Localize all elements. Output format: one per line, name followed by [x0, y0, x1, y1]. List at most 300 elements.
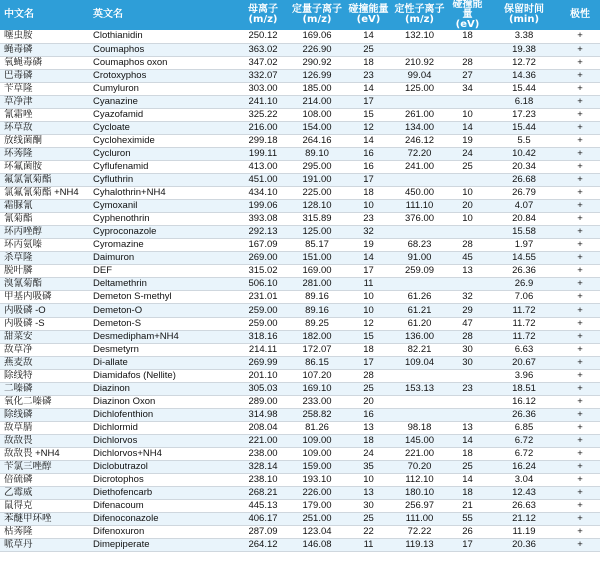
precursor-ion-cell: 259.00	[237, 304, 289, 317]
english-name-cell: Cyproconazole	[89, 226, 237, 239]
polarity-cell: +	[560, 539, 600, 552]
polarity-cell: +	[560, 369, 600, 382]
collision-energy-1-cell: 30	[345, 500, 392, 513]
english-name-cell: Dichlorvos+NH4	[89, 448, 237, 461]
collision-energy-1-cell: 28	[345, 369, 392, 382]
polarity-cell: +	[560, 408, 600, 421]
retention-time-cell: 21.12	[488, 513, 560, 526]
table-row	[0, 226, 600, 239]
collision-energy-2-cell: 32	[447, 291, 488, 304]
header-polarity: 极性	[570, 9, 590, 20]
collision-energy-2-cell: 14	[447, 474, 488, 487]
retention-time-cell: 19.38	[488, 43, 560, 56]
quant-ion-cell: 182.00	[289, 330, 345, 343]
retention-time-cell: 20.84	[488, 213, 560, 226]
precursor-ion-cell: 347.02	[237, 56, 289, 69]
quant-ion-cell: 251.00	[289, 513, 345, 526]
header-row	[0, 0, 600, 30]
header-quant-ion: 定量子离子 (m/z)	[292, 4, 342, 25]
chinese-name-cell: 倍硫磷	[0, 474, 89, 487]
english-name-cell: Demeton-O	[89, 304, 237, 317]
table-row	[0, 474, 600, 487]
polarity-cell: +	[560, 526, 600, 539]
qual-ion-cell: 91.00	[392, 252, 447, 265]
collision-energy-2-cell: 24	[447, 147, 488, 160]
precursor-ion-cell: 451.00	[237, 174, 289, 187]
polarity-cell: +	[560, 448, 600, 461]
table-row	[0, 356, 600, 369]
precursor-ion-cell: 269.00	[237, 252, 289, 265]
quant-ion-cell: 123.04	[289, 526, 345, 539]
retention-time-cell: 20.34	[488, 160, 560, 173]
chinese-name-cell: 放线菌酮	[0, 134, 89, 147]
qual-ion-cell: 136.00	[392, 330, 447, 343]
precursor-ion-cell: 167.09	[237, 239, 289, 252]
polarity-cell: +	[560, 330, 600, 343]
table-row	[0, 461, 600, 474]
collision-energy-2-cell: 14	[447, 434, 488, 447]
english-name-cell: Dimepiperate	[89, 539, 237, 552]
polarity-cell: +	[560, 421, 600, 434]
qual-ion-cell	[392, 369, 447, 382]
polarity-cell: +	[560, 434, 600, 447]
qual-ion-cell: 450.00	[392, 187, 447, 200]
chinese-name-cell: 二嗪磷	[0, 382, 89, 395]
qual-ion-cell: 256.97	[392, 500, 447, 513]
qual-ion-cell: 98.18	[392, 421, 447, 434]
collision-energy-1-cell: 32	[345, 226, 392, 239]
table-row	[0, 252, 600, 265]
quant-ion-cell: 151.00	[289, 252, 345, 265]
collision-energy-2-cell: 45	[447, 252, 488, 265]
retention-time-cell: 15.44	[488, 82, 560, 95]
precursor-ion-cell: 231.01	[237, 291, 289, 304]
collision-energy-2-cell: 13	[447, 421, 488, 434]
chinese-name-cell: 环草敌	[0, 121, 89, 134]
collision-energy-1-cell: 18	[345, 56, 392, 69]
english-name-cell: Cycluron	[89, 147, 237, 160]
precursor-ion-cell: 406.17	[237, 513, 289, 526]
precursor-ion-cell: 315.02	[237, 265, 289, 278]
collision-energy-2-cell	[447, 408, 488, 421]
english-name-cell: Desmedipham+NH4	[89, 330, 237, 343]
qual-ion-cell: 153.13	[392, 382, 447, 395]
quant-ion-cell: 128.10	[289, 200, 345, 213]
collision-energy-1-cell: 17	[345, 356, 392, 369]
qual-ion-cell: 259.09	[392, 265, 447, 278]
polarity-cell: +	[560, 382, 600, 395]
precursor-ion-cell: 318.16	[237, 330, 289, 343]
table-row	[0, 121, 600, 134]
quant-ion-cell: 214.00	[289, 95, 345, 108]
qual-ion-cell: 99.04	[392, 69, 447, 82]
chinese-name-cell: 氰菊酯	[0, 213, 89, 226]
qual-ion-cell: 112.10	[392, 474, 447, 487]
header-collision-energy-1: 碰撞能量 (eV)	[348, 4, 389, 25]
qual-ion-cell	[392, 43, 447, 56]
collision-energy-1-cell: 14	[345, 30, 392, 43]
chinese-name-cell: 杀草隆	[0, 252, 89, 265]
table-row	[0, 513, 600, 526]
polarity-cell: +	[560, 474, 600, 487]
collision-energy-1-cell: 17	[345, 265, 392, 278]
quant-ion-cell: 81.26	[289, 421, 345, 434]
quant-ion-cell: 89.10	[289, 147, 345, 160]
quant-ion-cell: 264.16	[289, 134, 345, 147]
polarity-cell: +	[560, 500, 600, 513]
polarity-cell: +	[560, 56, 600, 69]
retention-time-cell: 7.06	[488, 291, 560, 304]
retention-time-cell: 26.63	[488, 500, 560, 513]
collision-energy-1-cell: 12	[345, 317, 392, 330]
table-row	[0, 265, 600, 278]
quant-ion-cell: 258.82	[289, 408, 345, 421]
qual-ion-cell: 221.00	[392, 448, 447, 461]
quant-ion-cell: 290.92	[289, 56, 345, 69]
quant-ion-cell: 172.07	[289, 343, 345, 356]
quant-ion-cell: 193.10	[289, 474, 345, 487]
collision-energy-2-cell	[447, 174, 488, 187]
collision-energy-1-cell: 20	[345, 395, 392, 408]
table-row	[0, 147, 600, 160]
collision-energy-1-cell: 10	[345, 474, 392, 487]
collision-energy-2-cell: 29	[447, 304, 488, 317]
precursor-ion-cell: 445.13	[237, 500, 289, 513]
collision-energy-2-cell	[447, 278, 488, 291]
retention-time-cell: 14.55	[488, 252, 560, 265]
english-name-cell: Diethofencarb	[89, 487, 237, 500]
qual-ion-cell: 119.13	[392, 539, 447, 552]
quant-ion-cell: 109.00	[289, 434, 345, 447]
qual-ion-cell: 125.00	[392, 82, 447, 95]
retention-time-cell: 26.79	[488, 187, 560, 200]
chinese-name-cell: 乙霉威	[0, 487, 89, 500]
chinese-name-cell: 蝇毒磷	[0, 43, 89, 56]
table-row	[0, 539, 600, 552]
precursor-ion-cell: 208.04	[237, 421, 289, 434]
polarity-cell: +	[560, 226, 600, 239]
table-row	[0, 108, 600, 121]
collision-energy-1-cell: 17	[345, 174, 392, 187]
precursor-ion-cell: 434.10	[237, 187, 289, 200]
precursor-ion-cell: 292.13	[237, 226, 289, 239]
table-row	[0, 343, 600, 356]
quant-ion-cell: 85.17	[289, 239, 345, 252]
retention-time-cell: 11.72	[488, 330, 560, 343]
collision-energy-1-cell: 10	[345, 291, 392, 304]
quant-ion-cell: 109.00	[289, 448, 345, 461]
qual-ion-cell: 82.21	[392, 343, 447, 356]
chinese-name-cell: 霜脲氰	[0, 200, 89, 213]
chinese-name-cell: 内吸磷 -O	[0, 304, 89, 317]
table-row	[0, 278, 600, 291]
polarity-cell: +	[560, 147, 600, 160]
collision-energy-1-cell: 18	[345, 187, 392, 200]
english-name-cell: Demeton S-methyl	[89, 291, 237, 304]
collision-energy-2-cell	[447, 369, 488, 382]
header-chinese-name: 中文名	[4, 9, 34, 20]
english-name-cell: Diazinon	[89, 382, 237, 395]
english-name-cell: Desmetyrn	[89, 343, 237, 356]
collision-energy-2-cell: 26	[447, 526, 488, 539]
retention-time-cell: 1.97	[488, 239, 560, 252]
collision-energy-2-cell: 14	[447, 121, 488, 134]
collision-energy-1-cell: 13	[345, 421, 392, 434]
table-row	[0, 448, 600, 461]
collision-energy-2-cell: 34	[447, 82, 488, 95]
chinese-name-cell: 苄氯三唑醇	[0, 461, 89, 474]
qual-ion-cell	[392, 278, 447, 291]
quant-ion-cell: 169.06	[289, 30, 345, 43]
qual-ion-cell	[392, 174, 447, 187]
collision-energy-2-cell: 10	[447, 108, 488, 121]
table-row	[0, 304, 600, 317]
chinese-name-cell: 燕麦敌	[0, 356, 89, 369]
quant-ion-cell: 154.00	[289, 121, 345, 134]
quant-ion-cell: 107.20	[289, 369, 345, 382]
retention-time-cell: 20.67	[488, 356, 560, 369]
header-retention-time: 保留时间 (min)	[504, 4, 544, 25]
collision-energy-2-cell: 18	[447, 30, 488, 43]
collision-energy-2-cell	[447, 43, 488, 56]
retention-time-cell: 6.72	[488, 448, 560, 461]
collision-energy-2-cell: 18	[447, 448, 488, 461]
precursor-ion-cell: 199.06	[237, 200, 289, 213]
english-name-cell: Cyphenothrin	[89, 213, 237, 226]
precursor-ion-cell: 413.00	[237, 160, 289, 173]
qual-ion-cell: 68.23	[392, 239, 447, 252]
english-name-cell: Diclobutrazol	[89, 461, 237, 474]
polarity-cell: +	[560, 174, 600, 187]
collision-energy-1-cell: 23	[345, 213, 392, 226]
chinese-name-cell: 除线磷	[0, 408, 89, 421]
english-name-cell: Cyfluthrin	[89, 174, 237, 187]
polarity-cell: +	[560, 69, 600, 82]
polarity-cell: +	[560, 291, 600, 304]
header-precursor-ion: 母离子 (m/z)	[248, 4, 278, 25]
english-name-cell: Cycloate	[89, 121, 237, 134]
precursor-ion-cell: 289.00	[237, 395, 289, 408]
table-row	[0, 82, 600, 95]
polarity-cell: +	[560, 278, 600, 291]
english-name-cell: Difenoxuron	[89, 526, 237, 539]
precursor-ion-cell: 328.14	[237, 461, 289, 474]
quant-ion-cell: 86.15	[289, 356, 345, 369]
precursor-ion-cell: 259.00	[237, 317, 289, 330]
chinese-name-cell: 哌草丹	[0, 539, 89, 552]
retention-time-cell: 18.51	[488, 382, 560, 395]
retention-time-cell: 6.18	[488, 95, 560, 108]
polarity-cell: +	[560, 317, 600, 330]
retention-time-cell: 3.38	[488, 30, 560, 43]
qual-ion-cell: 70.20	[392, 461, 447, 474]
qual-ion-cell: 61.20	[392, 317, 447, 330]
table-row	[0, 187, 600, 200]
chinese-name-cell: 甲基内吸磷	[0, 291, 89, 304]
collision-energy-2-cell: 25	[447, 461, 488, 474]
english-name-cell: Diamidafos (Nellite)	[89, 369, 237, 382]
polarity-cell: +	[560, 200, 600, 213]
qual-ion-cell: 134.00	[392, 121, 447, 134]
collision-energy-2-cell: 28	[447, 239, 488, 252]
quant-ion-cell: 185.00	[289, 82, 345, 95]
chinese-name-cell: 氧化二嗪磷	[0, 395, 89, 408]
qual-ion-cell	[392, 395, 447, 408]
collision-energy-2-cell: 27	[447, 69, 488, 82]
retention-time-cell: 10.42	[488, 147, 560, 160]
retention-time-cell: 6.63	[488, 343, 560, 356]
polarity-cell: +	[560, 134, 600, 147]
english-name-cell: Daimuron	[89, 252, 237, 265]
polarity-cell: +	[560, 343, 600, 356]
chinese-name-cell: 巴毒磷	[0, 69, 89, 82]
polarity-cell: +	[560, 121, 600, 134]
chinese-name-cell: 敌敌畏	[0, 434, 89, 447]
precursor-ion-cell: 393.08	[237, 213, 289, 226]
precursor-ion-cell: 238.10	[237, 474, 289, 487]
collision-energy-2-cell: 20	[447, 200, 488, 213]
qual-ion-cell: 241.00	[392, 160, 447, 173]
collision-energy-1-cell: 13	[345, 487, 392, 500]
english-name-cell: Cumyluron	[89, 82, 237, 95]
table-row	[0, 43, 600, 56]
retention-time-cell: 4.07	[488, 200, 560, 213]
collision-energy-1-cell: 12	[345, 121, 392, 134]
precursor-ion-cell: 216.00	[237, 121, 289, 134]
collision-energy-1-cell: 18	[345, 434, 392, 447]
retention-time-cell: 26.36	[488, 408, 560, 421]
collision-energy-2-cell: 21	[447, 500, 488, 513]
qual-ion-cell: 111.10	[392, 200, 447, 213]
english-name-cell: Dicrotophos	[89, 474, 237, 487]
collision-energy-1-cell: 25	[345, 382, 392, 395]
retention-time-cell: 5.5	[488, 134, 560, 147]
collision-energy-1-cell: 15	[345, 108, 392, 121]
precursor-ion-cell: 299.18	[237, 134, 289, 147]
retention-time-cell: 17.23	[488, 108, 560, 121]
table-row	[0, 160, 600, 173]
english-name-cell: Coumaphos	[89, 43, 237, 56]
precursor-ion-cell: 221.00	[237, 434, 289, 447]
table-row	[0, 95, 600, 108]
collision-energy-1-cell: 25	[345, 513, 392, 526]
polarity-cell: +	[560, 213, 600, 226]
polarity-cell: +	[560, 30, 600, 43]
collision-energy-2-cell: 13	[447, 265, 488, 278]
chinese-name-cell: 脱叶膦	[0, 265, 89, 278]
english-name-cell: Dichlorvos	[89, 434, 237, 447]
table-row	[0, 382, 600, 395]
chinese-name-cell: 苄草隆	[0, 82, 89, 95]
polarity-cell: +	[560, 356, 600, 369]
polarity-cell: +	[560, 239, 600, 252]
english-name-cell: Dichlormid	[89, 421, 237, 434]
polarity-cell: +	[560, 395, 600, 408]
table-row	[0, 330, 600, 343]
polarity-cell: +	[560, 82, 600, 95]
chinese-name-cell: 敌敌畏 +NH4	[0, 448, 89, 461]
collision-energy-1-cell: 16	[345, 408, 392, 421]
collision-energy-2-cell: 30	[447, 343, 488, 356]
english-name-cell: Clothianidin	[89, 30, 237, 43]
table-row	[0, 500, 600, 513]
precursor-ion-cell: 199.11	[237, 147, 289, 160]
table-row	[0, 369, 600, 382]
table-row	[0, 291, 600, 304]
table-row	[0, 56, 600, 69]
table-row	[0, 134, 600, 147]
collision-energy-2-cell: 25	[447, 160, 488, 173]
retention-time-cell: 11.72	[488, 317, 560, 330]
quant-ion-cell: 159.00	[289, 461, 345, 474]
precursor-ion-cell: 201.10	[237, 369, 289, 382]
chinese-name-cell: 氰霜唑	[0, 108, 89, 121]
quant-ion-cell: 169.00	[289, 265, 345, 278]
table-row	[0, 317, 600, 330]
collision-energy-2-cell: 10	[447, 213, 488, 226]
precursor-ion-cell: 363.02	[237, 43, 289, 56]
collision-energy-1-cell: 14	[345, 252, 392, 265]
retention-time-cell: 12.43	[488, 487, 560, 500]
english-name-cell: Cymoxanil	[89, 200, 237, 213]
collision-energy-2-cell	[447, 95, 488, 108]
chinese-name-cell: 鼠得克	[0, 500, 89, 513]
english-name-cell: Deltamethrin	[89, 278, 237, 291]
retention-time-cell: 11.19	[488, 526, 560, 539]
table-row	[0, 395, 600, 408]
polarity-cell: +	[560, 513, 600, 526]
quant-ion-cell: 226.00	[289, 487, 345, 500]
collision-energy-1-cell: 18	[345, 343, 392, 356]
collision-energy-1-cell: 15	[345, 330, 392, 343]
collision-energy-1-cell: 19	[345, 239, 392, 252]
collision-energy-2-cell	[447, 226, 488, 239]
chinese-name-cell: 草净津	[0, 95, 89, 108]
english-name-cell: Coumaphos oxon	[89, 56, 237, 69]
precursor-ion-cell: 287.09	[237, 526, 289, 539]
qual-ion-cell: 132.10	[392, 30, 447, 43]
chinese-name-cell: 甜菜安	[0, 330, 89, 343]
quant-ion-cell: 315.89	[289, 213, 345, 226]
chinese-name-cell: 敌草腈	[0, 421, 89, 434]
table-row	[0, 213, 600, 226]
collision-energy-1-cell: 10	[345, 304, 392, 317]
english-name-cell: Cycloheximide	[89, 134, 237, 147]
collision-energy-1-cell: 14	[345, 82, 392, 95]
precursor-ion-cell: 241.10	[237, 95, 289, 108]
qual-ion-cell: 109.04	[392, 356, 447, 369]
retention-time-cell: 26.9	[488, 278, 560, 291]
qual-ion-cell: 61.21	[392, 304, 447, 317]
retention-time-cell: 26.36	[488, 265, 560, 278]
chinese-name-cell: 环丙氨嗪	[0, 239, 89, 252]
qual-ion-cell	[392, 95, 447, 108]
collision-energy-1-cell: 24	[345, 448, 392, 461]
retention-time-cell: 20.36	[488, 539, 560, 552]
retention-time-cell: 16.12	[488, 395, 560, 408]
english-name-cell: DEF	[89, 265, 237, 278]
retention-time-cell: 6.72	[488, 434, 560, 447]
precursor-ion-cell: 238.00	[237, 448, 289, 461]
table-row	[0, 408, 600, 421]
chinese-name-cell: 敌草净	[0, 343, 89, 356]
collision-energy-1-cell: 14	[345, 134, 392, 147]
precursor-ion-cell: 314.98	[237, 408, 289, 421]
quant-ion-cell: 89.16	[289, 304, 345, 317]
collision-energy-2-cell	[447, 395, 488, 408]
retention-time-cell: 16.24	[488, 461, 560, 474]
collision-energy-2-cell: 28	[447, 330, 488, 343]
